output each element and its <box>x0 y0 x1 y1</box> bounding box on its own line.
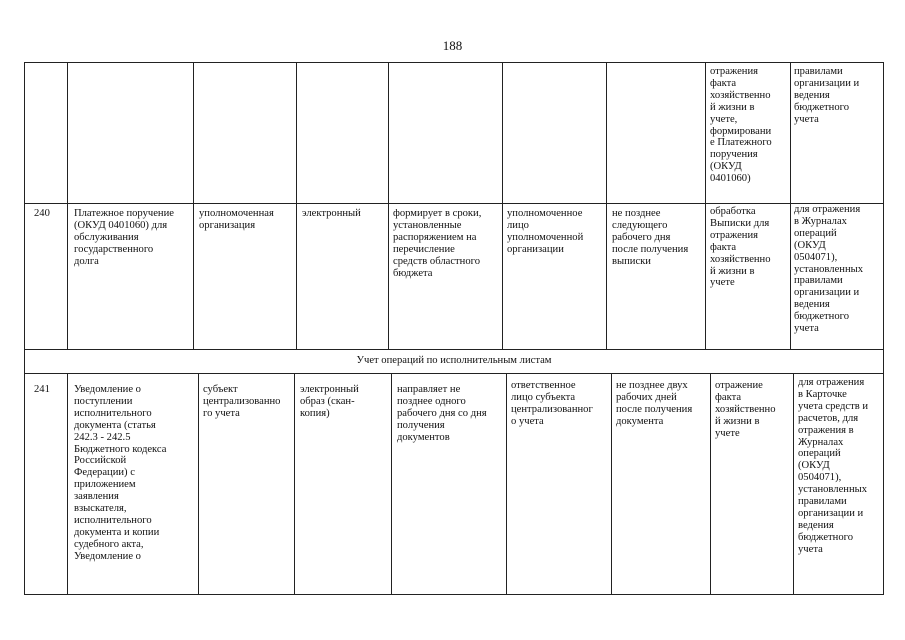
column-divider <box>793 373 794 595</box>
row-240-document: Платежное поручение (ОКУД 0401060) для обслуживания государственного долга <box>74 208 174 267</box>
column-divider <box>296 62 297 349</box>
column-divider <box>705 62 706 349</box>
column-divider <box>790 62 791 349</box>
row-divider <box>24 373 884 374</box>
column-divider <box>391 373 392 595</box>
row-241-recipient: ответственное лицо субъекта централизованног о учета <box>511 380 593 427</box>
row-241-purpose: для отражения в Карточке учета средств и расчетов, для отражения в Журналах операций (ОКУД 0504071), установленных правилами организации и ведения бюджетного учета <box>798 377 869 555</box>
row-241-document: Уведомление о поступлении исполнительного документа (статья 242.3 - 242.5 Бюджетного кодекса Российской Федерации) с приложением заявления взыскателя, исполнительного документа и копии судебного акта, Уведомление о <box>74 384 167 562</box>
column-divider <box>294 373 295 595</box>
row-240-creator: уполномоченная организация <box>199 208 274 231</box>
row-241-deadline: не позднее двух рабочих дней после получения документа <box>616 380 693 427</box>
column-divider <box>611 373 612 595</box>
column-divider <box>24 62 25 595</box>
row-241-action: направляет не позднее одного рабочего дня со дня получения документов <box>397 384 487 443</box>
column-divider <box>502 62 503 349</box>
row-240-action: формирует в сроки, установленные распоряжением на перечисление средств областного бюджета <box>393 208 482 279</box>
row-241-processing: отражение факта хозяйственно й жизни в учете <box>715 380 776 439</box>
row-241-format: электронный образ (скан- копия) <box>300 384 359 419</box>
row-240-purpose: для отражения в Журналах операций (ОКУД 0504071), установленных правилами организации и ведения бюджетного учета <box>794 204 864 335</box>
column-divider <box>506 373 507 595</box>
row-240-processing: обработка Выписки для отражения факта хозяйственно й жизни в учете <box>710 206 771 289</box>
table-bottom-border <box>24 594 884 595</box>
column-divider <box>388 62 389 349</box>
row-240-format: электронный <box>302 208 361 219</box>
row-241-creator: субъект централизованно го учета <box>203 384 281 419</box>
row-divider <box>24 349 884 350</box>
column-divider <box>67 62 68 349</box>
table-top-border <box>24 62 884 63</box>
row-241-number: 241 <box>34 384 50 395</box>
row-240-number: 240 <box>34 208 50 219</box>
column-divider <box>710 373 711 595</box>
row-240-recipient: уполномоченное лицо уполномоченной организации <box>507 208 584 255</box>
column-divider <box>198 373 199 595</box>
page-number: 188 <box>442 38 463 53</box>
row-240-deadline: не позднее следующего рабочего дня после получения выписки <box>612 208 689 267</box>
continuation-processing-cell: отражения факта хозяйственно й жизни в учете, формировани е Платежного поручения (ОКУД 0401060) <box>710 66 772 185</box>
column-divider <box>67 373 68 595</box>
column-divider <box>193 62 194 349</box>
continuation-purpose-cell: правилами организации и ведения бюджетного учета <box>794 66 860 125</box>
document-table <box>24 62 884 595</box>
column-divider <box>606 62 607 349</box>
row-divider <box>24 203 884 204</box>
section-heading: Учет операций по исполнительным листам <box>356 355 552 366</box>
column-divider <box>883 62 884 595</box>
